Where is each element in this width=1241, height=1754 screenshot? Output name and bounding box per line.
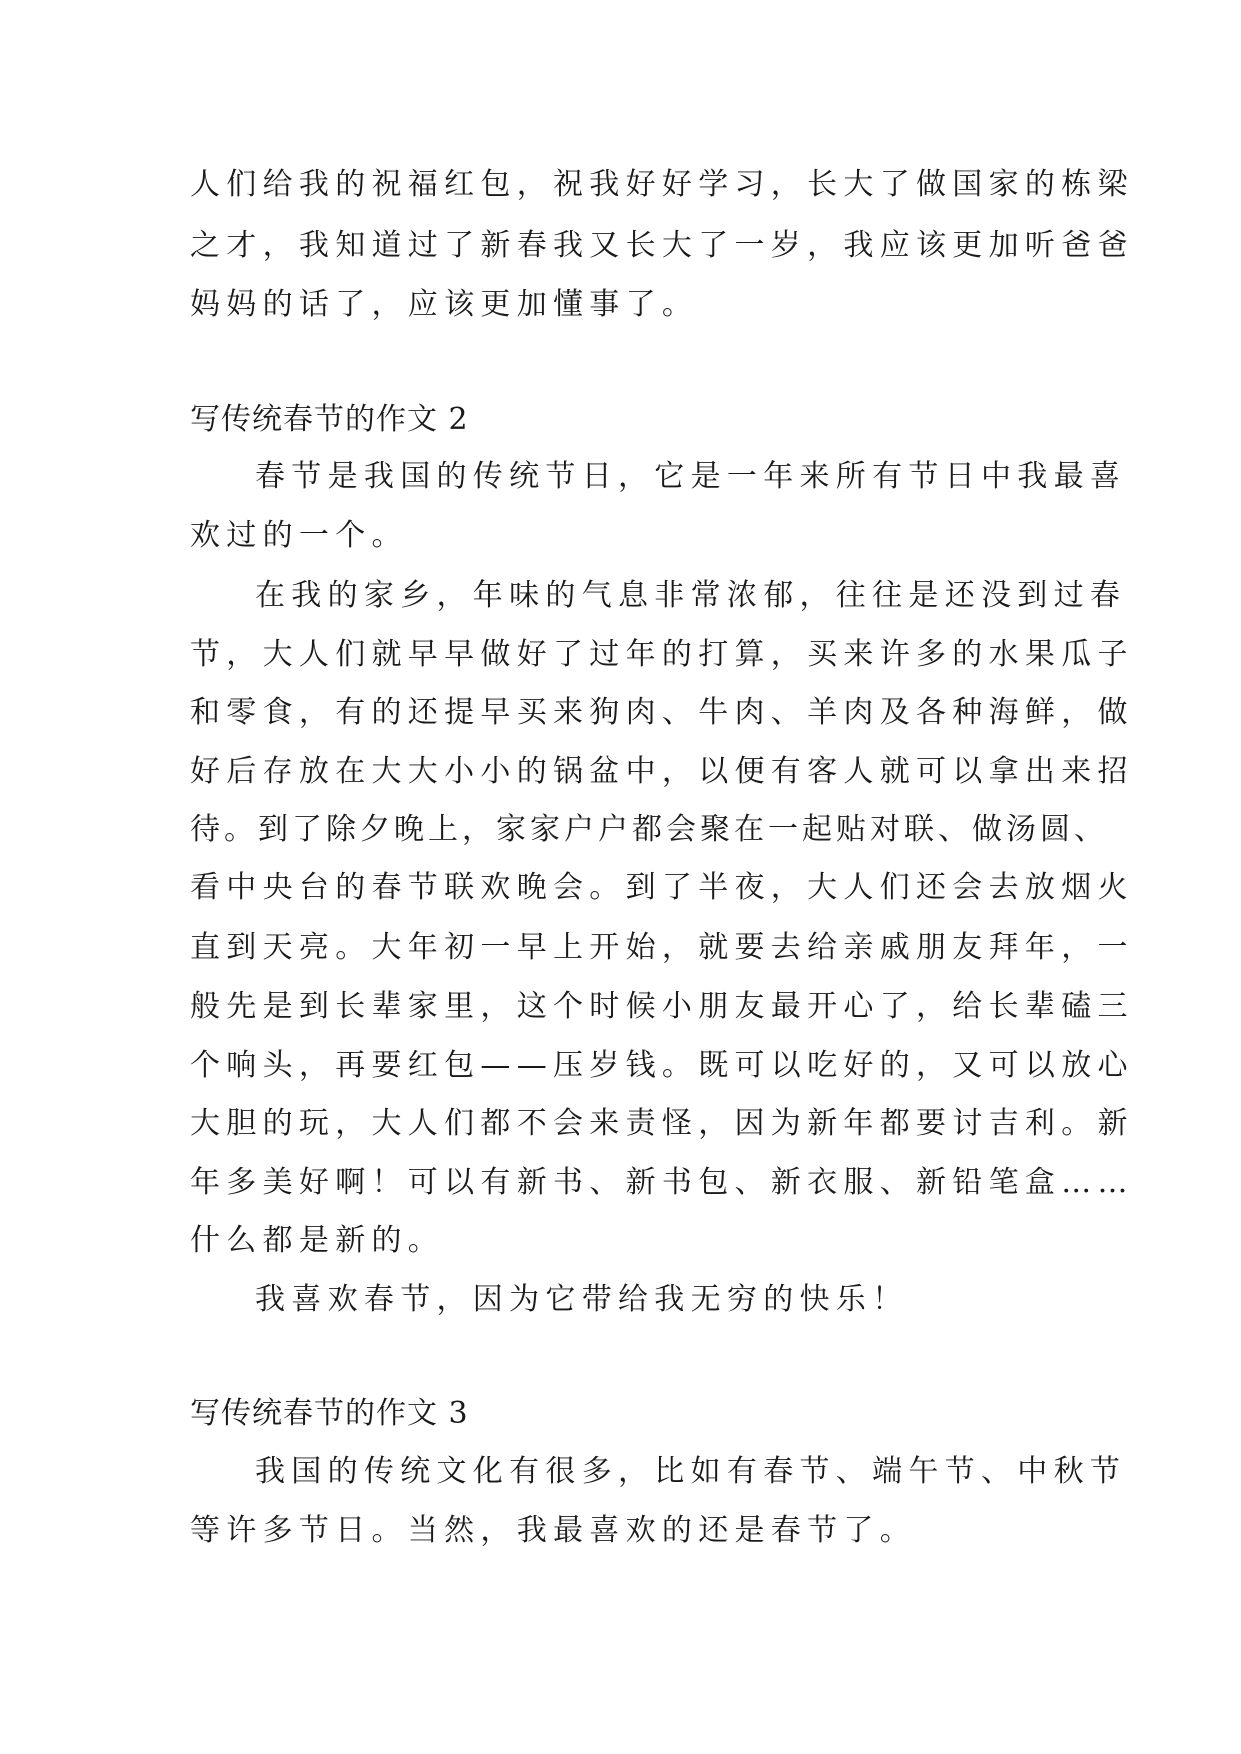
text-line: 之才，我知道过了新春我又长大了一岁，我应该更加听爸爸 [190,228,1134,263]
text-line: 我喜欢春节，因为它带给我无穷的快乐！ [255,1282,909,1317]
text-line: 在我的家乡，年味的气息非常浓郁，往往是还没到过春 [255,578,1127,613]
text-line: 和零食，有的还提早买来狗肉、牛肉、羊肉及各种海鲜，做 [190,695,1134,730]
text-line: 般先是到长辈家里，这个时候小朋友最开心了，给长辈磕三 [190,989,1134,1024]
text-line: 我国的传统文化有很多，比如有春节、端午节、中秋节 [255,1454,1127,1489]
text-line: 看中央台的春节联欢晚会。到了半夜，大人们还会去放烟火 [190,870,1134,905]
text-line: 欢过的一个。 [190,518,408,553]
text-line: 妈妈的话了，应该更加懂事了。 [190,287,699,322]
text-line: 等许多节日。当然，我最喜欢的还是春节了。 [190,1513,916,1548]
text-line: 个响头，再要红包——压岁钱。既可以吃好的，又可以放心 [190,1048,1134,1083]
section-heading: 写传统春节的作文 2 [190,402,469,437]
text-line: 什么都是新的。 [190,1223,445,1258]
text-line: 大胆的玩，大人们都不会来责怪，因为新年都要讨吉利。新 [190,1106,1134,1141]
text-line: 年多美好啊！可以有新书、新书包、新衣服、新铅笔盒…… [190,1165,1134,1200]
text-line: 直到天亮。大年初一早上开始，就要去给亲戚朋友拜年，一 [190,930,1134,965]
text-line: 待。到了除夕晚上，家家户户都会聚在一起贴对联、做汤圆、 [190,812,1108,847]
text-line: 春节是我国的传统节日，它是一年来所有节日中我最喜 [255,459,1127,494]
section-heading: 写传统春节的作文 3 [190,1396,469,1431]
text-line: 好后存放在大大小小的锅盆中，以便有客人就可以拿出来招 [190,754,1134,789]
text-line: 节，大人们就早早做好了过年的打算，买来许多的水果瓜子 [190,637,1134,672]
text-line: 人们给我的祝福红包，祝我好好学习，长大了做国家的栋梁 [190,167,1134,202]
